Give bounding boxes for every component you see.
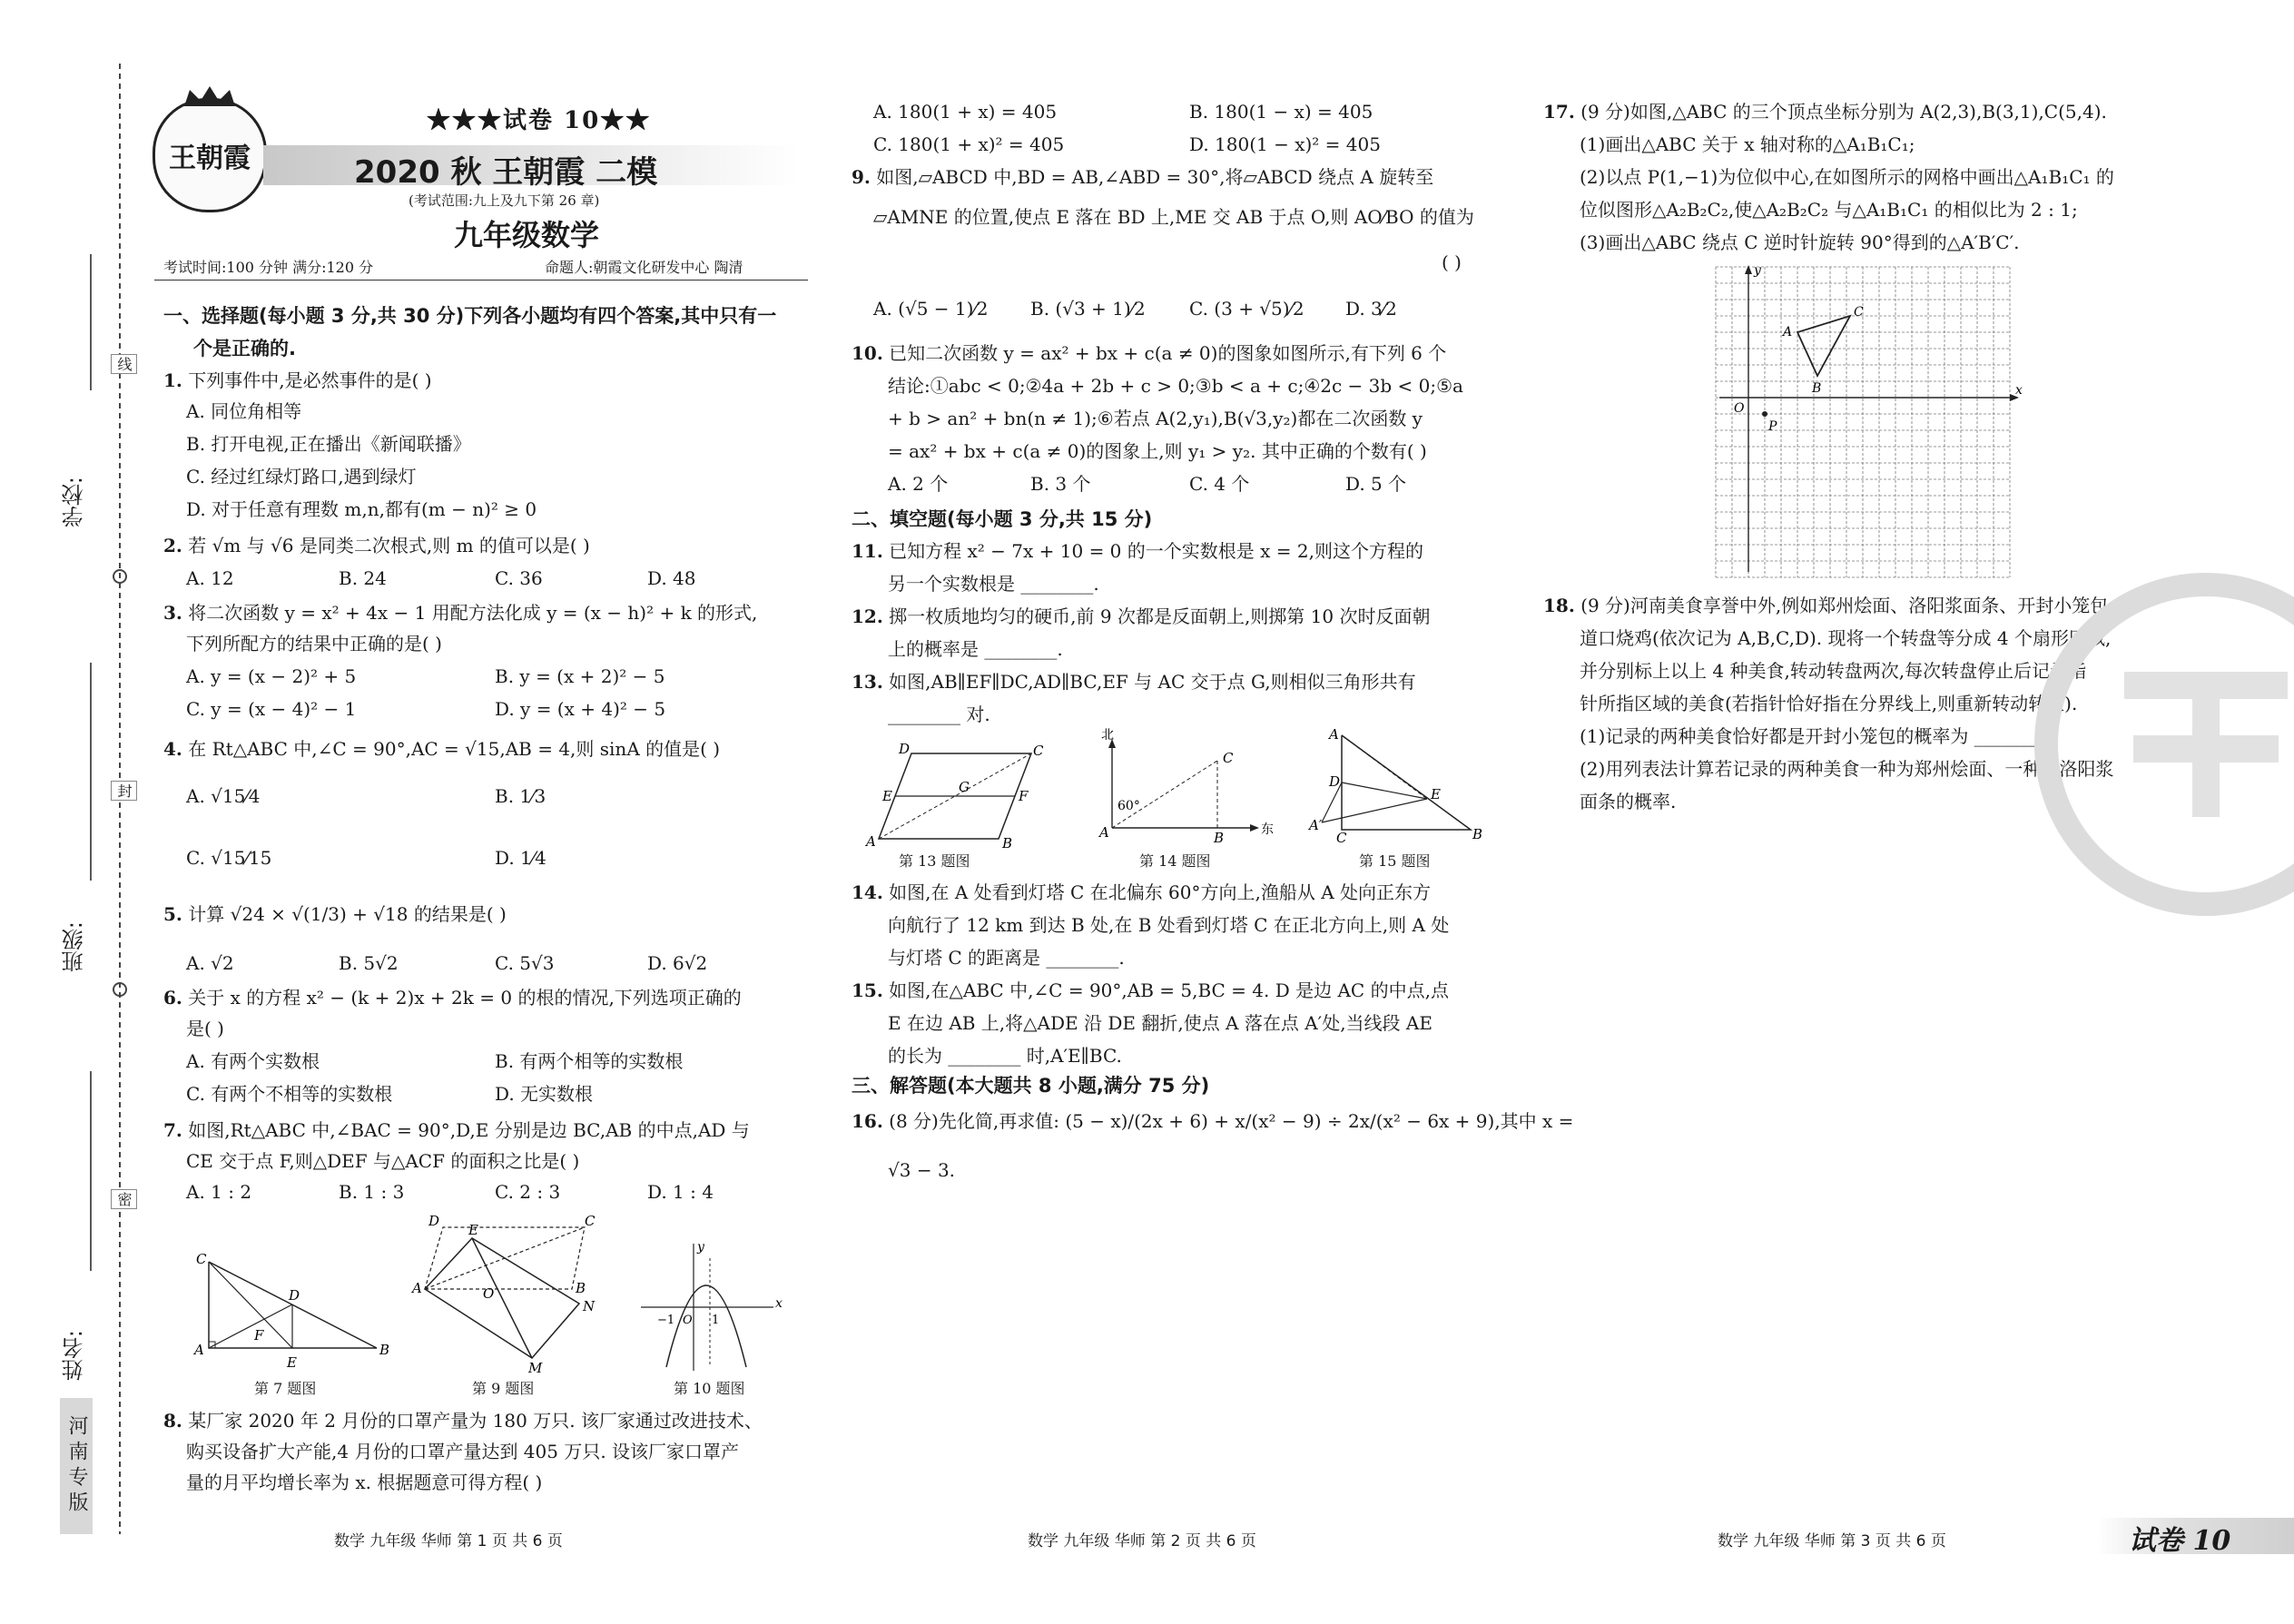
- q5-option-a: A. √2: [186, 952, 234, 974]
- q2-text: 若 √m 与 √6 是同类二次根式,则 m 的值可以是( ): [188, 535, 590, 556]
- grid-y-label: y: [1754, 263, 1761, 278]
- q12-num: 12.: [852, 605, 883, 627]
- svg-text:C: C: [1033, 743, 1044, 759]
- q6-text: 关于 x 的方程 x² − (k + 2)x + 2k = 0 的根的情况,下列选项正确的: [188, 987, 742, 1009]
- q3-option-c: C. y = (x − 4)² − 1: [186, 698, 357, 720]
- q18-part-2b: 面条的概率.: [1580, 791, 1677, 812]
- svg-text:D: D: [899, 741, 911, 757]
- q5: [163, 899, 507, 930]
- mark-line: 线: [111, 354, 137, 374]
- svg-text:B: B: [576, 1280, 586, 1296]
- svg-text:B: B: [1214, 830, 1225, 846]
- q14-num: 14.: [852, 881, 883, 903]
- q18-text-4: 针所指区域的美食(若指针恰好指在分界线上,则重新转动转盘).: [1580, 693, 2078, 714]
- svg-text:A: A: [866, 833, 876, 850]
- compass-angle: 60°: [1117, 799, 1140, 813]
- q12-text-2: 上的概率是 ________.: [888, 638, 1063, 660]
- section1-title-2: 个是正确的.: [193, 338, 296, 359]
- q10-option-b: B. 3 个: [1030, 473, 1091, 495]
- q4-option-d: D. 1⁄4: [495, 847, 546, 869]
- svg-text:B: B: [1002, 835, 1013, 851]
- q3-text: 将二次函数 y = x² + 4x − 1 用配方法化成 y = (x − h)² + k 的形式,: [188, 602, 758, 624]
- q16-num: 16.: [852, 1110, 883, 1132]
- footer-page-1: 数学 九年级 华师 第 1 页 共 6 页: [334, 1532, 563, 1550]
- q13-text-2: ________ 对.: [888, 704, 990, 725]
- exam-title: 2020 秋 王朝霞 二模: [354, 154, 658, 191]
- q8-text-2: 购买设备扩大产能,4 月份的口罩产量达到 405 万只. 设该厂家口罩产: [186, 1441, 740, 1462]
- figure-13: [862, 735, 1053, 853]
- svg-text:D: D: [289, 1287, 300, 1304]
- q10-text-4: = ax² + bx + c(a ≠ 0)的图象上,则 y₁ > y₂. 其中正确的个数有( ): [888, 440, 1427, 462]
- q10-option-d: D. 5 个: [1345, 473, 1407, 495]
- q2: [163, 530, 590, 561]
- q14: [852, 877, 1431, 908]
- q15: [852, 975, 1449, 1006]
- q9: [852, 162, 1433, 192]
- svg-text:B: B: [1472, 826, 1483, 842]
- q3-num: 3.: [163, 602, 182, 624]
- svg-text:C: C: [196, 1251, 207, 1267]
- q10: [852, 338, 1446, 369]
- q15-text: 如图,在△ABC 中,∠C = 90°,AB = 5,BC = 4. D 是边 AC 的中点,点: [889, 979, 1449, 1001]
- svg-text:A: A: [1329, 726, 1339, 743]
- point-p: [1762, 411, 1767, 417]
- figure-7-caption: 第 7 题图: [254, 1380, 317, 1397]
- q17-part-1: (1)画出△ABC 关于 x 轴对称的△A₁B₁C₁;: [1580, 133, 1915, 155]
- q8-num: 8.: [163, 1410, 182, 1432]
- q1-option-b: B. 打开电视,正在播出《新闻联播》: [186, 433, 471, 455]
- q14-text-2: 向航行了 12 km 到达 B 处,在 B 处看到灯塔 C 在正北方向上,则 A 处: [888, 914, 1450, 936]
- q8-option-d: D. 180(1 − x)² = 405: [1189, 133, 1381, 155]
- q16-expr: (5 − x)/(2x + 6) + x/(x² − 9) ÷ 2x/(x² − 6x + 9),其中 x =: [1065, 1110, 1574, 1132]
- q6-option-b: B. 有两个相等的实数根: [495, 1050, 684, 1072]
- q3-option-b: B. y = (x + 2)² − 5: [495, 665, 665, 687]
- q16-text: (8 分)先化简,再求值:: [889, 1110, 1059, 1132]
- grid-b-label: B: [1812, 381, 1822, 396]
- q9-option-d: D. 3⁄2: [1345, 298, 1397, 320]
- q15-text-3: 的长为 ________ 时,A′E∥BC.: [888, 1045, 1122, 1067]
- q15-num: 15.: [852, 979, 883, 1001]
- q7-option-b: B. 1 : 3: [339, 1181, 405, 1203]
- q18-part-2: (2)用列表法计算若记录的两种美食一种为郑州烩面、一种为洛阳浆: [1580, 758, 2114, 780]
- q7-text-2: CE 交于点 F,则△DEF 与△ACF 的面积之比是( ): [186, 1150, 580, 1172]
- q7-option-c: C. 2 : 3: [495, 1181, 561, 1203]
- svg-text:C: C: [1223, 750, 1234, 766]
- series-title: ★★★试卷 10★★: [427, 107, 652, 134]
- q8: [163, 1405, 763, 1436]
- q3-text-2: 下列所配方的结果中正确的是( ): [186, 633, 442, 655]
- svg-text:M: M: [528, 1360, 543, 1376]
- q14-text: 如图,在 A 处看到灯塔 C 在北偏东 60°方向上,渔船从 A 处向正东方: [889, 881, 1432, 903]
- class-label: 班级:: [62, 921, 87, 973]
- svg-text:A: A: [194, 1342, 204, 1358]
- q13: [852, 666, 1416, 697]
- svg-text:A: A: [1099, 824, 1109, 841]
- mark-seal: 封: [111, 781, 137, 801]
- q17: [1543, 96, 2107, 127]
- q9-option-b: B. (√3 + 1)⁄2: [1030, 298, 1146, 320]
- q11-text: 已知方程 x² − 7x + 10 = 0 的一个实数根是 x = 2,则这个方程的: [889, 540, 1423, 562]
- q5-option-c: C. 5√3: [495, 952, 555, 974]
- watermark-seal: [2024, 563, 2294, 944]
- q1-option-c: C. 经过红绿灯路口,遇到绿灯: [186, 466, 417, 487]
- q3-option-d: D. y = (x + 4)² − 5: [495, 698, 666, 720]
- graph10-origin: O: [683, 1314, 693, 1327]
- q9-option-c: C. (3 + √5)⁄2: [1189, 298, 1305, 320]
- q10-option-a: A. 2 个: [888, 473, 949, 495]
- q10-text-3: + b > an² + bn(n ≠ 1);⑥若点 A(2,y₁),B(√3,y₂)都在二次函数 y: [888, 408, 1423, 429]
- q3-option-a: A. y = (x − 2)² + 5: [186, 665, 357, 687]
- logo-text: 王朝霞: [169, 143, 251, 174]
- figure-13-caption: 第 13 题图: [899, 852, 970, 870]
- svg-text:C: C: [1336, 830, 1347, 846]
- q3: [163, 597, 757, 628]
- q13-text: 如图,AB∥EF∥DC,AD∥BC,EF 与 AC 交于点 G,则相似三角形共有: [889, 671, 1416, 693]
- q10-option-c: C. 4 个: [1189, 473, 1250, 495]
- svg-text:O: O: [483, 1285, 495, 1302]
- q17-part-3: (3)画出△ABC 绕点 C 逆时针旋转 90°得到的△A′B′C′.: [1580, 231, 2020, 253]
- q4-option-b: B. 1⁄3: [495, 785, 546, 807]
- figure-14: [1094, 726, 1275, 844]
- q16: [852, 1106, 1573, 1137]
- q10-num: 10.: [852, 342, 883, 364]
- svg-text:A: A: [412, 1280, 422, 1296]
- compass-east: 东: [1261, 822, 1274, 837]
- grid-x-label: x: [2015, 383, 2023, 398]
- q6-option-c: C. 有两个不相等的实数根: [186, 1083, 393, 1105]
- q5-option-d: D. 6√2: [647, 952, 708, 974]
- svg-text:E: E: [468, 1222, 478, 1238]
- q4-text: 在 Rt△ABC 中,∠C = 90°,AC = √15,AB = 4,则 sinA 的值是( ): [188, 738, 721, 760]
- q12: [852, 601, 1430, 632]
- name-label: 姓名:: [62, 1330, 87, 1382]
- q9-option-a: A. (√5 − 1)⁄2: [873, 298, 989, 320]
- q8-text: 某厂家 2020 年 2 月份的口罩产量为 180 万只. 该厂家通过改进技术、: [188, 1410, 763, 1432]
- svg-text:E: E: [1431, 786, 1441, 802]
- figure-15: [1307, 726, 1489, 844]
- q5-num: 5.: [163, 903, 182, 925]
- q12-text: 掷一枚质地均匀的硬币,前 9 次都是反面朝上,则掷第 10 次时反面朝: [889, 605, 1431, 627]
- q7: [163, 1115, 750, 1146]
- q5-text: 计算 √24 × √(1/3) + √18 的结果是( ): [188, 903, 507, 925]
- footer-page-2: 数学 九年级 华师 第 2 页 共 6 页: [1028, 1532, 1256, 1550]
- grid-p-label: P: [1768, 419, 1777, 434]
- grid-c-label: C: [1854, 305, 1864, 320]
- q6-option-a: A. 有两个实数根: [186, 1050, 320, 1072]
- q2-num: 2.: [163, 535, 182, 556]
- q18-text-2: 道口烧鸡(依次记为 A,B,C,D). 现将一个转盘等分成 4 个扇形区域,: [1580, 627, 2112, 649]
- q1-text: 下列事件中,是必然事件的是( ): [188, 369, 432, 391]
- svg-text:G: G: [959, 779, 970, 795]
- q18-text: (9 分)河南美食享誉中外,例如郑州烩面、洛阳浆面条、开封小笼包、: [1580, 595, 2127, 616]
- svg-text:D: D: [1329, 773, 1341, 790]
- q8-option-a: A. 180(1 + x) = 405: [873, 101, 1058, 123]
- q16-text-2: √3 − 3.: [888, 1159, 956, 1181]
- svg-text:F: F: [1019, 788, 1029, 804]
- q6-num: 6.: [163, 987, 182, 1009]
- q14-text-3: 与灯塔 C 的距离是 ________.: [888, 947, 1125, 969]
- logo: [153, 98, 267, 212]
- section3-title: 三、解答题(本大题共 8 小题,满分 75 分): [852, 1075, 1210, 1097]
- q17-grid: [1716, 263, 2024, 581]
- svg-text:A′: A′: [1309, 817, 1323, 833]
- corner-tag: 试卷 10: [2129, 1525, 2231, 1557]
- edition-tag: 河南专版: [60, 1398, 93, 1534]
- q9-text: 如图,▱ABCD 中,BD = AB,∠ABD = 30°,将▱ABCD 绕点 A 旋转至: [876, 166, 1434, 188]
- section1-title: 一、选择题(每小题 3 分,共 30 分)下列各小题均有四个答案,其中只有一: [163, 305, 777, 327]
- footer-page-3: 数学 九年级 华师 第 3 页 共 6 页: [1718, 1532, 1946, 1550]
- q6-text-2: 是( ): [186, 1018, 224, 1039]
- q18-part-1: (1)记录的两种美食恰好都是开封小笼包的概率为 ________;: [1580, 725, 2053, 747]
- q1: [163, 365, 432, 396]
- q13-num: 13.: [852, 671, 883, 693]
- q6-option-d: D. 无实数根: [495, 1083, 594, 1105]
- school-label: 学校:: [62, 477, 87, 528]
- graph10-one: 1: [712, 1314, 720, 1327]
- author: 命题人:朝霞文化研发中心 陶清: [545, 259, 743, 276]
- svg-text:D: D: [428, 1213, 440, 1229]
- q4: [163, 733, 720, 764]
- q8-option-b: B. 180(1 − x) = 405: [1189, 101, 1373, 123]
- q2-option-b: B. 24: [339, 567, 387, 589]
- q18-text-3: 并分别标上以上 4 种美食,转动转盘两次,每次转盘停止后记录指: [1580, 660, 2087, 682]
- figure-7: [182, 1244, 390, 1371]
- graph10-x: x: [775, 1296, 783, 1311]
- figure-10: [635, 1240, 781, 1376]
- section2-title: 二、填空题(每小题 3 分,共 15 分): [852, 508, 1153, 530]
- q4-option-a: A. √15⁄4: [186, 785, 261, 807]
- q17-text: (9 分)如图,△ABC 的三个顶点坐标分别为 A(2,3),B(3,1),C(5,4).: [1580, 101, 2107, 123]
- exam-scope: (考试范围:九上及九下第 26 章): [409, 192, 600, 209]
- q15-text-2: E 在边 AB 上,将△ADE 沿 DE 翻折,使点 A 落在点 A′处,当线段 AE: [888, 1012, 1433, 1034]
- q7-num: 7.: [163, 1119, 182, 1141]
- graph10-neg1: −1: [657, 1314, 675, 1327]
- subject-title: 九年级数学: [454, 218, 600, 252]
- svg-text:C: C: [585, 1213, 596, 1229]
- q7-option-a: A. 1 : 2: [186, 1181, 252, 1203]
- grid-origin-label: O: [1734, 401, 1745, 416]
- time-score: 考试时间:100 分钟 满分:120 分: [163, 259, 374, 276]
- q6: [163, 982, 742, 1013]
- q17-part-2b: 位似图形△A₂B₂C₂,使△A₂B₂C₂ 与△A₁B₁C₁ 的相似比为 2 : 1;: [1580, 199, 2078, 221]
- svg-text:F: F: [254, 1327, 264, 1343]
- figure-10-caption: 第 10 题图: [674, 1380, 745, 1397]
- q17-part-2: (2)以点 P(1,−1)为位似中心,在如图所示的网格中画出△A₁B₁C₁ 的: [1580, 166, 2114, 188]
- q7-text: 如图,Rt△ABC 中,∠BAC = 90°,D,E 分别是边 BC,AB 的中点,AD 与: [188, 1119, 750, 1141]
- q2-option-d: D. 48: [647, 567, 696, 589]
- q11-text-2: 另一个实数根是 ________.: [888, 573, 1099, 595]
- q8-text-3: 量的月平均增长率为 x. 根据题意可得方程( ): [186, 1471, 543, 1493]
- figure-9-caption: 第 9 题图: [472, 1380, 535, 1397]
- figure-9: [407, 1213, 602, 1376]
- mark-secret: 密: [111, 1189, 137, 1209]
- q17-num: 17.: [1543, 101, 1575, 123]
- svg-text:N: N: [583, 1298, 596, 1314]
- q18-num: 18.: [1543, 595, 1575, 616]
- svg-text:B: B: [379, 1342, 390, 1358]
- q10-text-2: 结论:①abc < 0;②4a + 2b + c > 0;③b < a + c;④2c − 3b < 0;⑤a: [888, 375, 1463, 397]
- q8-option-c: C. 180(1 + x)² = 405: [873, 133, 1065, 155]
- q9-paren: ( ): [1442, 251, 1462, 273]
- q11: [852, 536, 1423, 566]
- q9-num: 9.: [852, 166, 871, 188]
- q11-num: 11.: [852, 540, 883, 562]
- q1-num: 1.: [163, 369, 182, 391]
- q4-option-c: C. √15⁄15: [186, 847, 272, 869]
- figure-15-caption: 第 15 题图: [1359, 852, 1431, 870]
- q9-text-2: ▱AMNE 的位置,使点 E 落在 BD 上,ME 交 AB 于点 O,则 AO⁄BO 的值为: [873, 206, 1474, 228]
- binding-margin: [54, 64, 133, 1534]
- q7-option-d: D. 1 : 4: [647, 1181, 714, 1203]
- grid-a-label: A: [1783, 325, 1793, 340]
- svg-text:E: E: [287, 1354, 297, 1371]
- q2-option-a: A. 12: [186, 567, 234, 589]
- graph10-y: y: [697, 1240, 704, 1255]
- figure-14-caption: 第 14 题图: [1139, 852, 1211, 870]
- q1-option-d: D. 对于任意有理数 m,n,都有(m − n)² ≥ 0: [186, 498, 537, 520]
- crown-icon: [181, 84, 239, 110]
- q2-option-c: C. 36: [495, 567, 543, 589]
- q10-text: 已知二次函数 y = ax² + bx + c(a ≠ 0)的图象如图所示,有下列 6 个: [889, 342, 1447, 364]
- q4-num: 4.: [163, 738, 182, 760]
- svg-text:E: E: [882, 788, 892, 804]
- header-divider: [154, 280, 808, 281]
- q5-option-b: B. 5√2: [339, 952, 399, 974]
- compass-north: 北: [1101, 728, 1114, 743]
- q1-option-a: A. 同位角相等: [186, 400, 302, 422]
